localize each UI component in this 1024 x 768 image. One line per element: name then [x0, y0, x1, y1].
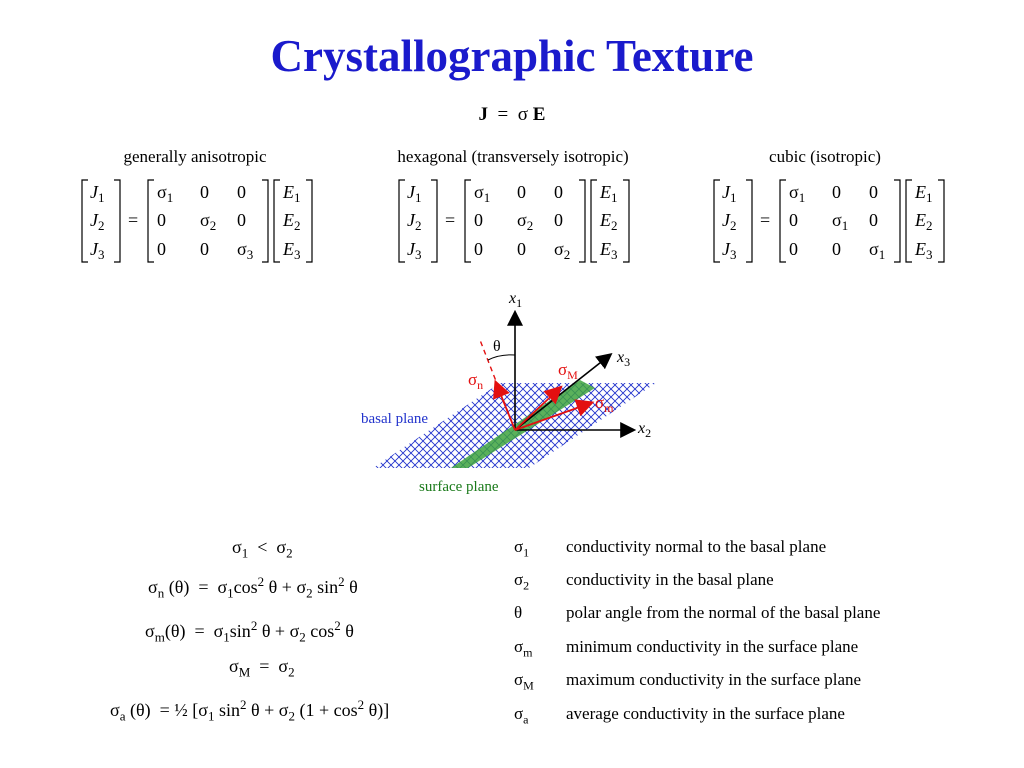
sigma-matrix-cell: 0	[474, 239, 483, 259]
matrix-bracket	[431, 180, 437, 262]
sigma-matrix-cell: 0	[832, 239, 841, 259]
theta-arc	[488, 355, 515, 360]
caption-anisotropic: generally anisotropic	[123, 147, 267, 166]
matrix-bracket	[906, 180, 912, 262]
sigma-matrix-cell: $\sigma_1$	[832, 210, 849, 233]
sigma-matrix-cell: $\sigma_2$	[554, 239, 571, 262]
sigma-matrix-cell: 0	[200, 239, 209, 259]
sigma-matrix-cell: 0	[474, 210, 483, 230]
theta-label: θ	[493, 338, 501, 355]
matrix-bracket	[938, 180, 944, 262]
x3-label: $x_3$	[617, 349, 631, 369]
matrix-bracket	[623, 180, 629, 262]
caption-cubic: cubic (isotropic)	[769, 147, 881, 166]
matrix-bracket	[591, 180, 597, 262]
legend-symbol: $\sigma_m$	[514, 637, 533, 660]
legend-symbol: $\sigma_2$	[514, 570, 530, 593]
sigma-matrix-cell: 0	[869, 210, 878, 230]
legend-symbol: $\sigma_M$	[514, 670, 534, 693]
legend-description: polar angle from the normal of the basal plane	[566, 603, 881, 622]
matrix-hexagonal	[397, 176, 637, 268]
sigma-m-label: $\sigma_m$	[595, 393, 614, 415]
sigma-matrix-cell: 0	[157, 239, 166, 259]
formula-inequality: $\sigma_1 < \sigma_2$	[232, 537, 293, 561]
E-component: $E_2$	[283, 210, 301, 233]
matrix-cubic	[712, 176, 952, 268]
sigma-matrix-cell: 0	[869, 182, 878, 202]
x2-label: $x_2$	[638, 420, 652, 440]
crystal-diagram	[355, 285, 675, 500]
sigma-matrix-cell: 0	[554, 182, 563, 202]
matrix-bracket	[746, 180, 752, 262]
surface-plane-label: surface plane	[419, 479, 499, 495]
J-component: $J_1$	[90, 182, 105, 205]
legend-description: minimum conductivity in the surface plane	[566, 637, 859, 656]
J-component: $J_3$	[722, 239, 737, 262]
sigma-matrix-cell: $\sigma_2$	[517, 210, 534, 233]
matrix-bracket	[274, 180, 280, 262]
matrix-bracket	[114, 180, 120, 262]
sigma-matrix-cell: 0	[200, 182, 209, 202]
E-component: $E_1$	[600, 182, 618, 205]
sigma-M-label: $\sigma_M$	[558, 360, 578, 382]
legend-symbol: $\sigma_a$	[514, 704, 529, 727]
sigma-matrix-cell: $\sigma_2$	[200, 210, 217, 233]
sigma-matrix-cell: $\sigma_3$	[237, 239, 254, 262]
legend-description: conductivity in the basal plane	[566, 570, 774, 589]
formula-sigma-n: $\sigma_n$ $(\theta) = \sigma_1\cos^2$ $\theta + \sigma_2$ $\sin^2 \theta$	[148, 574, 358, 601]
matrix-bracket	[82, 180, 88, 262]
E-component: $E_2$	[915, 210, 933, 233]
matrix-bracket	[148, 180, 154, 262]
E-component: $E_1$	[915, 182, 933, 205]
sigma-matrix-cell: 0	[517, 239, 526, 259]
equals-sign: =	[760, 210, 771, 230]
legend-description: maximum conductivity in the surface plane	[566, 670, 862, 689]
matrix-anisotropic	[80, 176, 320, 268]
E-component: $E_3$	[915, 239, 933, 262]
main-equation: J = σ E	[478, 104, 546, 125]
sigma-matrix-cell: $\sigma_1$	[869, 239, 886, 262]
page-title: Crystallographic Texture	[270, 31, 754, 81]
legend-description: conductivity normal to the basal plane	[566, 537, 827, 556]
equals-sign: =	[445, 210, 456, 230]
J-component: $J_2$	[90, 210, 105, 233]
legend-symbol: $\sigma_1$	[514, 537, 530, 560]
sigma-matrix-cell: 0	[237, 210, 246, 230]
sigma-matrix-cell: $\sigma_1$	[789, 182, 806, 205]
J-component: $J_2$	[407, 210, 422, 233]
matrix-bracket	[465, 180, 471, 262]
x1-label: $x_1$	[509, 290, 523, 310]
matrix-bracket	[262, 180, 268, 262]
sigma-matrix-cell: $\sigma_1$	[157, 182, 174, 205]
matrix-bracket	[780, 180, 786, 262]
formula-sigma-M: $\sigma_M = \sigma_2$	[229, 656, 295, 680]
E-component: $E_3$	[600, 239, 618, 262]
legend-description: average conductivity in the surface plane	[566, 704, 845, 723]
matrix-bracket	[306, 180, 312, 262]
formula-sigma-m: $\sigma_m(\theta) = \sigma_1\sin^2$ $\theta + \sigma_2$ $\cos^2 \theta$	[145, 618, 354, 645]
sigma-matrix-cell: 0	[554, 210, 563, 230]
equals-sign: =	[128, 210, 139, 230]
E-component: $E_1$	[283, 182, 301, 205]
sigma-matrix-cell: 0	[789, 210, 798, 230]
sigma-matrix-cell: 0	[517, 182, 526, 202]
sigma-matrix-cell: 0	[789, 239, 798, 259]
sigma-matrix-cell: 0	[157, 210, 166, 230]
caption-hexagonal: hexagonal (transversely isotropic)	[397, 147, 629, 166]
sigma-matrix-cell: $\sigma_1$	[474, 182, 491, 205]
sigma-matrix-cell: 0	[237, 182, 246, 202]
J-component: $J_1$	[722, 182, 737, 205]
J-component: $J_3$	[407, 239, 422, 262]
E-component: $E_3$	[283, 239, 301, 262]
matrix-bracket	[579, 180, 585, 262]
matrix-bracket	[714, 180, 720, 262]
J-component: $J_1$	[407, 182, 422, 205]
E-component: $E_2$	[600, 210, 618, 233]
legend-symbol: θ	[514, 603, 523, 622]
sigma-n-label: $\sigma_n$	[468, 370, 484, 392]
matrix-bracket	[399, 180, 405, 262]
matrix-bracket	[894, 180, 900, 262]
basal-plane-label: basal plane	[361, 411, 429, 427]
J-component: $J_3$	[90, 239, 105, 262]
formula-sigma-a: $\sigma_a$ (θ) = ½ [$\sigma_1$ $\sin^2 \theta + \sigma_2$ $(1 + \cos^2 \theta)$]	[110, 697, 390, 724]
J-component: $J_2$	[722, 210, 737, 233]
sigma-matrix-cell: 0	[832, 182, 841, 202]
